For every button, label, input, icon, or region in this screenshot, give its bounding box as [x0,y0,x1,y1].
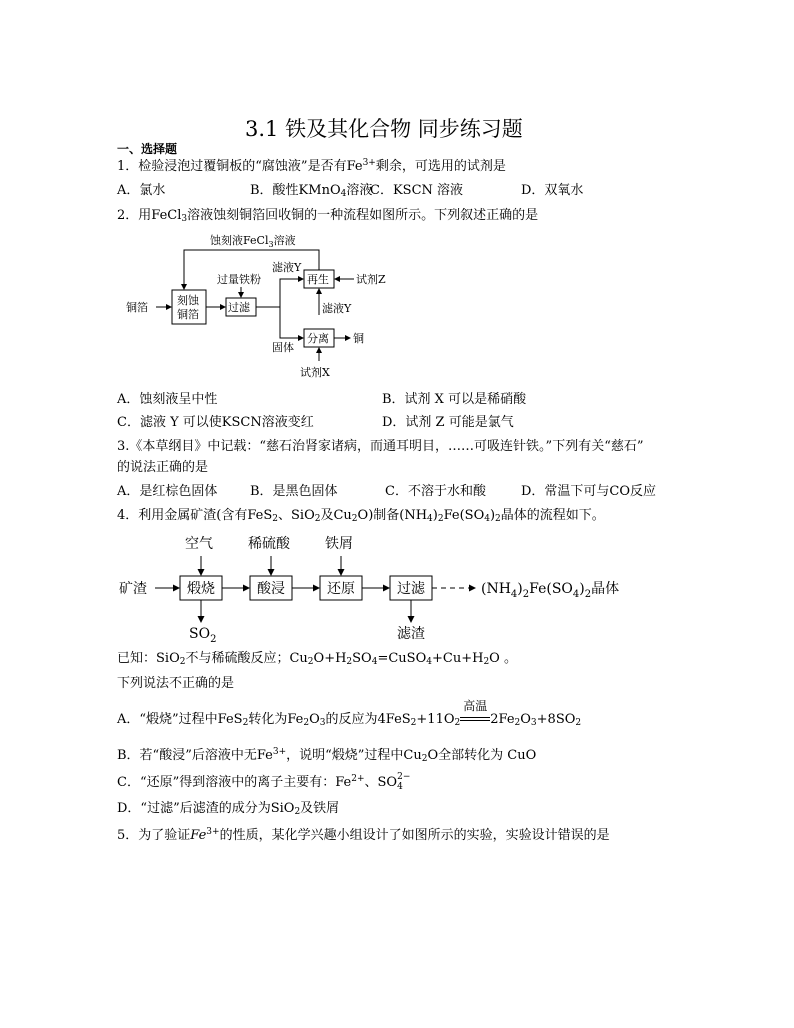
so2-label: $SO_2$ [189,626,217,645]
iron-powder-label: 过量铁粉 [217,273,261,286]
slag-label: 矿渣 [119,581,147,597]
q2-option-d[interactable]: D．试剂 Z 可能是氯气 [382,415,514,430]
question-4-stem: 4．利用金属矿渣(含有FeS$_2$、SiO$_2$及$Cu_2O$)制备$(NH_4)_2Fe(SO_4)_2$晶体的流程如下。 [117,508,605,524]
reagent-x-label: 试剂X [300,366,330,379]
question-2-options-row2 [117,415,717,431]
diagram-top-sub: 3 [268,240,274,249]
copper-recovery-flow-diagram [120,230,400,385]
calcine-text: 煅烧 [187,581,215,597]
filter-box-text: 过滤 [228,301,250,314]
q2-option-a[interactable]: A．蚀刻液呈中性 [117,392,218,407]
page-title: 3.1 铁及其化合物 同步练习题 [245,117,523,141]
q1-option-c[interactable]: C．KSCN 溶液 [370,183,464,198]
residue-label: 滤渣 [397,626,425,642]
reduce-text: 还原 [327,581,355,597]
separate-box-text: 分离 [307,332,329,345]
q1-option-a[interactable]: A．氯水 [117,183,166,198]
acid-leach-text: 酸浸 [257,581,285,597]
etch-box-text-2: 铜箔 [177,308,199,321]
question-4-known: 已知：SiO$_2$不与稀硫酸反应；$Cu_2O+H_2SO_4=CuSO_4+Cu+H_2O$ 。 [117,651,517,667]
air-label: 空气 [185,536,213,552]
question-2-stem: 2．用FeCl$_3$溶液蚀刻铜箔回收铜的一种流程如图所示。下列叙述正确的是 [117,208,539,224]
question-5-stem: 5．为了验证$Fe^{3+}$的性质，某化学兴趣小组设计了如图所示的实验，实验设计错误的是 [117,827,610,843]
etch-box-text-1: 刻蚀 [177,294,199,307]
q1-option-d[interactable]: D．双氧水 [521,183,584,198]
q2-option-c[interactable]: C．滤液 Y 可以使KSCN溶液变红 [117,415,314,430]
q4-option-a[interactable]: A．“煅烧”过程中FeS$_2$转化为$Fe_2O_3$的反应为$4FeS_2+11O_2$ 高温 $2Fe_2O_3+8SO_2$ [117,699,582,728]
q4-option-b[interactable]: B．若“酸浸”后溶液中无$Fe^{3+}$，说明“煅烧”过程中$Cu_2O$全部转化为 CuO [117,747,537,764]
equals-double-line [460,717,490,721]
question-4-ask: 下列说法不正确的是 [117,676,235,691]
filtrate-y-top-label: 滤液Y [272,261,302,274]
diagram-top-label: 蚀刻液FeCl [210,234,269,247]
question-1-stem: 1．检验浸泡过覆铜板的“腐蚀液”是否有$Fe^{3+}$剩余，可选用的试剂是 [117,158,506,174]
question-3-options [117,484,717,500]
section-heading: 一、选择题 [117,142,178,156]
diagram-top-label-tail: 溶液 [273,234,296,247]
product-label: $(NH_4)_2Fe(SO_4)_2$晶体 [481,581,620,600]
filtrate-y-mid-label: 滤液Y [322,302,352,315]
q2-option-b[interactable]: B．试剂 X 可以是稀硝酸 [382,392,527,407]
question-2-options-row1 [117,392,717,408]
q3-option-c[interactable]: C．不溶于水和酸 [385,484,486,499]
ore-processing-flow-diagram [115,530,635,648]
iron-filings-label: 铁屑 [325,536,353,552]
high-temp-condition: 高温 [463,699,488,713]
regen-box-text: 再生 [307,273,329,286]
q3-option-a[interactable]: A．是红棕色固体 [117,484,218,499]
dilute-acid-label: 稀硫酸 [248,536,290,552]
solid-label: 固体 [272,341,294,354]
copper-label: 铜 [353,332,364,345]
q4-option-c[interactable]: C．“还原”得到溶液中的离子主要有：$Fe^{2+}$、SO 2− 4 [117,772,411,792]
q3-option-d[interactable]: D．常温下可与CO反应 [521,484,657,499]
svg-text:蚀刻液FeCl3溶液 [210,233,296,249]
filter-text: 过滤 [397,581,425,597]
q1-option-b[interactable]: B．酸性KMnO$_4$溶液 [250,183,373,199]
copper-foil-label: 铜箔 [126,301,148,314]
question-3-stem-line1: 3.《本草纲目》中记载：“慈石治肾家诸病，而通耳明目，……可吸连针铁。”下列有关“慈石” [117,439,644,454]
question-3-stem-line2: 的说法正确的是 [117,460,209,475]
q3-option-b[interactable]: B．是黑色固体 [250,484,338,499]
q4-option-d[interactable]: D．“过滤”后滤渣的成分为SiO$_2$及铁屑 [117,801,340,817]
question-1-options [117,183,717,199]
reagent-z-label: 试剂Z [356,273,386,286]
